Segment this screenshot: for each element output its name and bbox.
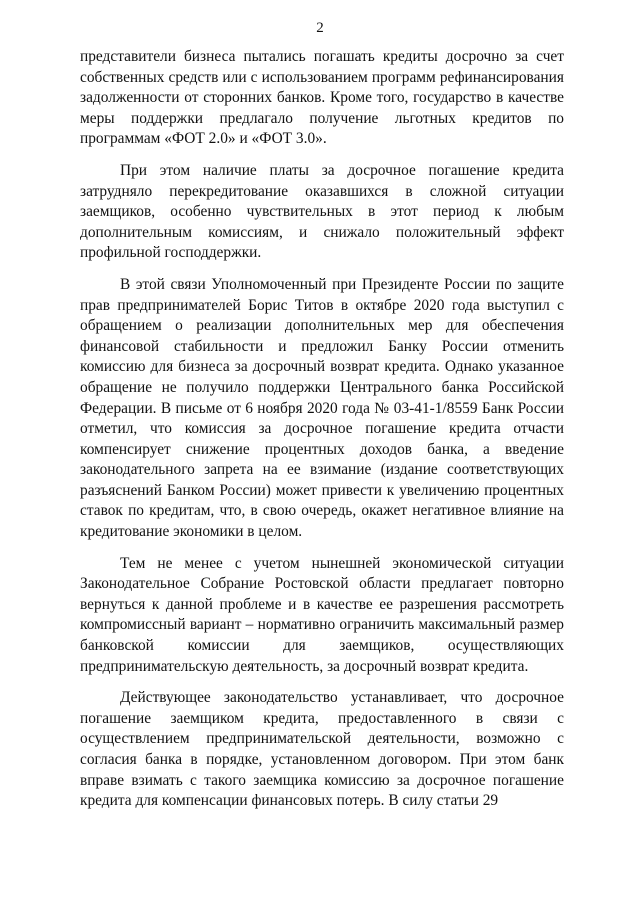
paragraph-3: В этой связи Уполномоченный при Президенте России по защите прав предпринимателей Борис Титов в октябре 2020 года выступил с обращением о реализации дополнительных мер для обеспечения финансовой стабильности и предложил Банку России отменить комиссию для бизнеса за досрочный возврат кредита. Однако указанное обращение не получило поддержки Центрального банка Российской Федерации. В письме от 6 ноября 2020 года № 03-41-1/8559 Банк России отметил, что комиссия за досрочное погашение кредита отчасти компенсирует снижение процентных доходов банка, а введение законодательного запрета на ее взимание (издание соответствующих разъяснений Банком России) может привести к увеличению процентных ставок по кредитам, что, в свою очередь, окажет негативное влияние на кредитование экономики в целом. xyxy=(80,275,564,541)
paragraph-2: При этом наличие платы за досрочное погашение кредита затрудняло перекредитование оказавшихся в сложной ситуации заемщиков, особенно чувствительных в этот период к любым дополнительным комиссиям, и снижало положительный эффект профильной господдержки. xyxy=(80,161,564,262)
page-number: 2 xyxy=(316,20,324,36)
paragraph-5: Действующее законодательство устанавливает, что досрочное погашение заемщиком кредита, предоставленного в связи с осуществлением предпринимательской деятельности, возможно с согласия банка в порядке, установленном договором. При этом банк вправе взимать с такого заемщика комиссию за досрочное погашение кредита для компенсации финансовых потерь. В силу статьи 29 xyxy=(80,689,564,810)
paragraph-1: представители бизнеса пытались погашать кредиты досрочно за счет собственных средств или с использованием программ рефинансирования задолженности от сторонних банков. Кроме того, государство в качестве меры поддержки предлагало получение льготных кредитов по программам «ФОТ 2.0» и «ФОТ 3.0». xyxy=(80,48,564,148)
paragraph-4: Тем не менее с учетом нынешней экономической ситуации Законодательное Собрание Ростовской области предлагает повторно вернуться к данной проблеме и в качестве ее разрешения рассмотреть компромиссный вариант – нормативно ограничить максимальный размер банковской комиссии для заемщиков, осуществляющих предпринимательскую деятельность, за досрочный возврат кредита. xyxy=(80,554,564,675)
document-body xyxy=(80,47,564,812)
